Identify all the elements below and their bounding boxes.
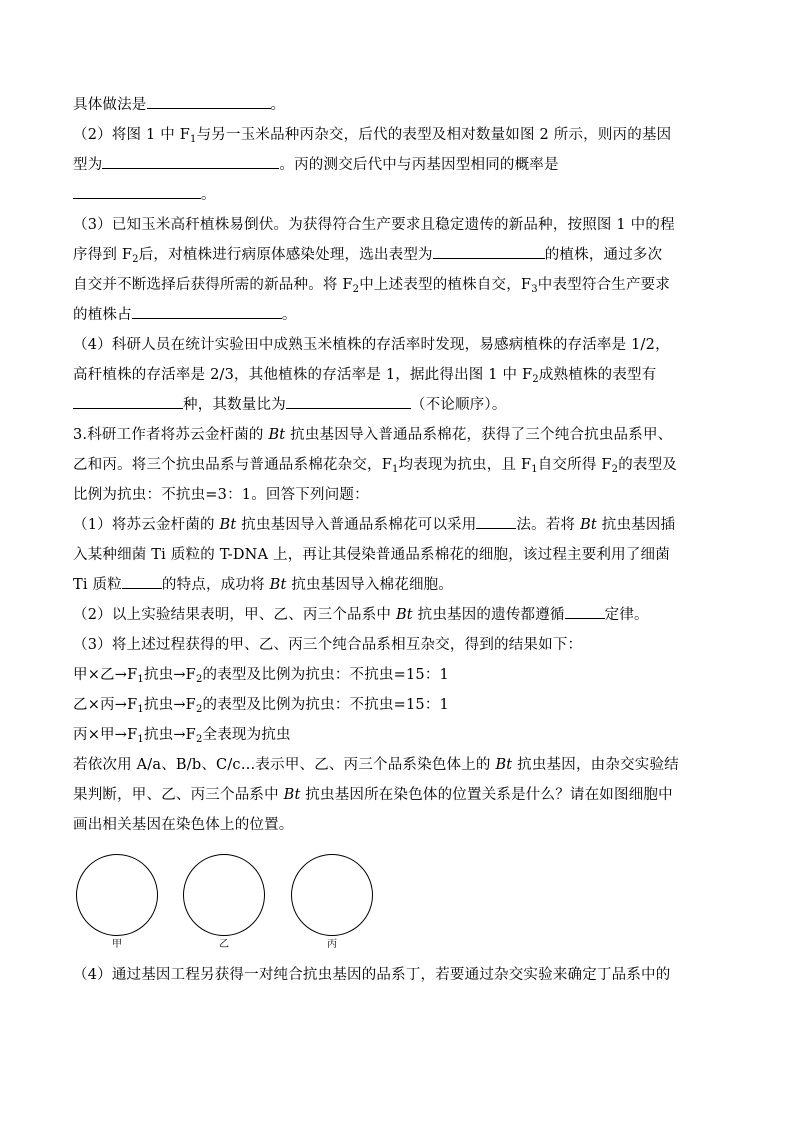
text-line: （1）将苏云金杆菌的 Bt 抗虫基因导入普通品系棉花可以采用 法。若将 Bt 抗虫基因插 — [73, 510, 733, 540]
text-line: （4）通过基因工程另获得一对纯合抗虫基因的品系丁，若要通过杂交实验来确定丁品系中的 — [73, 967, 671, 983]
text-line: Ti 质粒 的特点，成功将 Bt 抗虫基因导入棉花细胞。 — [73, 570, 733, 600]
text-line: 乙和丙。将三个抗虫品系与普通品系棉花杂交，$F_1$均表现为抗虫，且 $F_1$自交所得 $F_2$的表型及 — [73, 457, 678, 475]
answer-blank[interactable] — [147, 91, 271, 109]
answer-blank[interactable] — [102, 151, 279, 169]
text-line: 3.科研工作者将苏云金杆菌的 Bt 抗虫基因导入普通品系棉花，获得了三个纯合抗虫品系甲、 — [73, 427, 673, 443]
cell-label: 丙 — [327, 939, 337, 950]
text-line: 画出相关基因在染色体上的位置。 — [73, 817, 294, 833]
cell-circle[interactable] — [291, 854, 373, 936]
text-line: 种，其数量比为 （不论顺序）。 — [73, 390, 733, 420]
text-line: （3）已知玉米高秆植株易倒伏。为获得符合生产要求且稳定遗传的新品种，按照图 1 中的程 — [73, 217, 675, 233]
text-line: 序得到 $F_2$后，对植株进行病原体感染处理，选出表型为 的植株，通过多次 — [73, 240, 733, 270]
text-line: 果判断，甲、乙、丙三个品系中 Bt 抗虫基因所在染色体的位置关系是什么？请在如图细胞中 — [73, 787, 673, 803]
text-line: （4）科研人员在统计实验田中成熟玉米植株的存活率时发现，易感病植株的存活率是 1/2， — [73, 337, 670, 353]
text-line: 的植株占 。 — [73, 300, 733, 330]
answer-blank[interactable] — [476, 511, 516, 529]
text-line: 乙×丙$\to F_1$抗虫$\to F_2$的表型及比例为抗虫：不抗虫=15：1 — [73, 697, 449, 715]
cell-yi — [182, 854, 266, 952]
cell-bing — [290, 854, 374, 952]
text-line: 型为 。丙的测交后代中与丙基因型相同的概率是 — [73, 150, 733, 180]
text-line: （3）将上述过程获得的甲、乙、丙三个纯合品系相互杂交，得到的结果如下： — [73, 637, 583, 653]
text-line: 入某种细菌 Ti 质粒的 T-DNA 上，再让其侵染普通品系棉花的细胞，该过程主要利用了细菌 — [73, 547, 670, 563]
text-line: 。 — [73, 180, 733, 210]
cell-diagram — [73, 842, 733, 960]
cell-label: 乙 — [219, 939, 229, 950]
answer-blank[interactable] — [433, 241, 545, 259]
answer-blank[interactable] — [122, 571, 162, 589]
answer-blank[interactable] — [565, 601, 605, 619]
text-line: 自交并不断选择后获得所需的新品种。将 $F_2$中上述表型的植株自交，$F_3$中表型符合生产要求 — [73, 277, 671, 295]
text-line: 甲×乙$\to F_1$抗虫$\to F_2$的表型及比例为抗虫：不抗虫=15：1 — [73, 667, 449, 685]
text-line: （2）将图 1 中 $F_1$与另一玉米品种丙杂交，后代的表型及相对数量如图 2 所示，则丙的基因 — [73, 127, 672, 145]
text-line: （2）以上实验结果表明，甲、乙、丙三个品系中 Bt 抗虫基因的遗传都遵循 定律。 — [73, 600, 733, 630]
text-line: 若依次用 A/a、B/b、C/c…表示甲、乙、丙三个品系染色体上的 Bt 抗虫基因，由杂交实验结 — [73, 757, 679, 773]
cell-circle[interactable] — [76, 854, 158, 936]
text-line: 具体做法是 。 — [73, 90, 733, 120]
text-line: 高秆植株的存活率是 2/3，其他植株的存活率是 1，据此得出图 1 中 $F_2$成熟植株的表型有 — [73, 367, 657, 385]
answer-blank[interactable] — [286, 391, 411, 409]
answer-blank[interactable] — [73, 391, 183, 409]
cell-circle[interactable] — [183, 854, 265, 936]
cell-label: 甲 — [112, 939, 122, 950]
text-line: 丙×甲$\to F_1$抗虫$\to F_2$全表现为抗虫 — [73, 727, 291, 745]
cell-jia — [75, 854, 159, 952]
text-line: 比例为抗虫：不抗虫=3：1。回答下列问题： — [73, 487, 369, 503]
answer-blank[interactable] — [132, 301, 282, 319]
answer-blank[interactable] — [73, 181, 201, 199]
document-page — [73, 90, 733, 990]
